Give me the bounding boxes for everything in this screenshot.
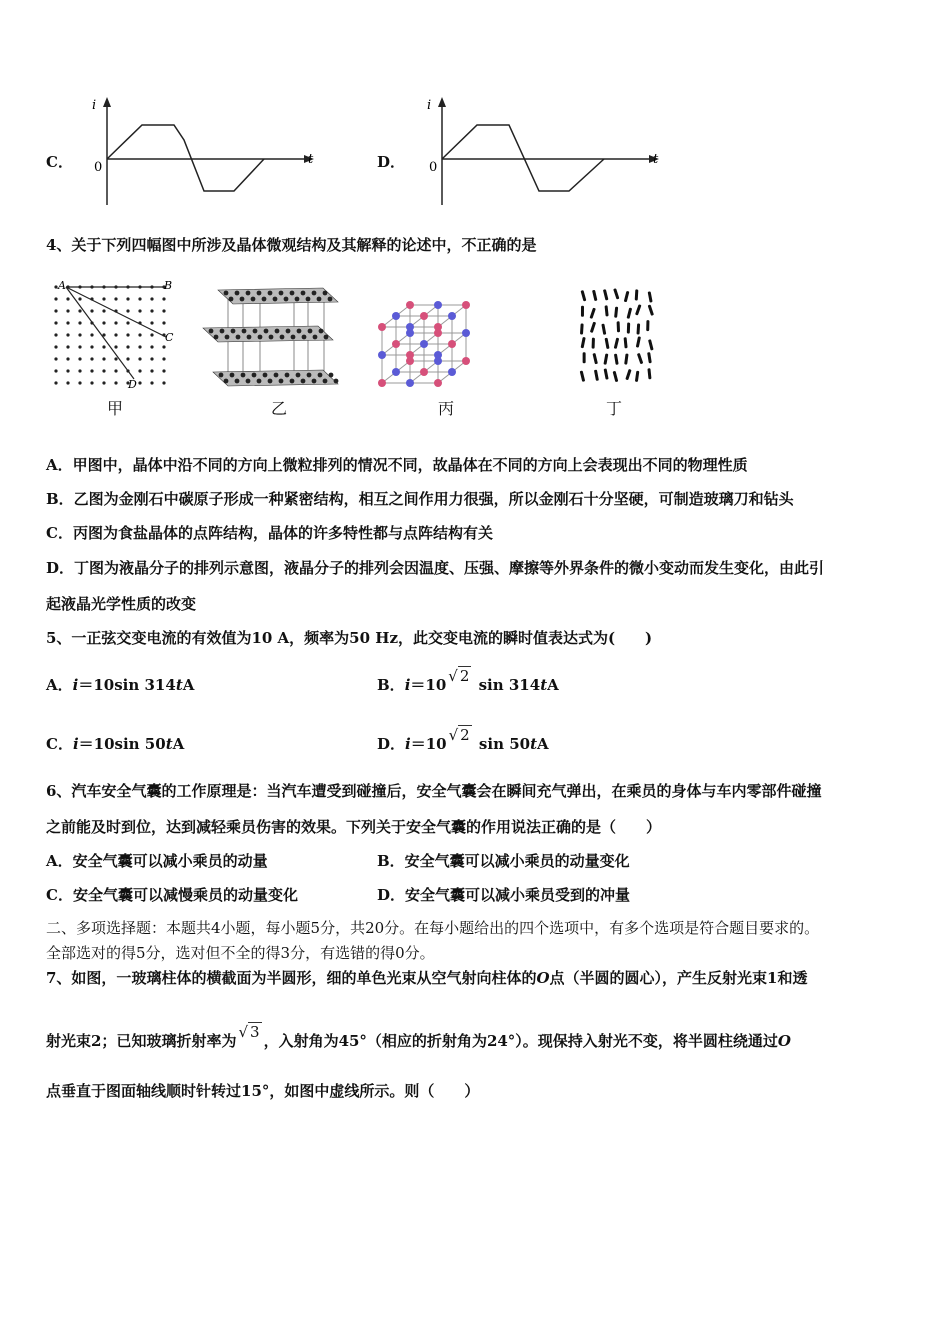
q4-figure-bing — [372, 275, 502, 390]
q4-figure-yi — [198, 280, 343, 392]
q3-option-d-label: D． — [377, 153, 406, 171]
q4-stem: 4、关于下列四幅图中所涉及晶体微观结构及其解释的论述中，不正确的是 — [46, 236, 537, 254]
q3-graph-c — [92, 95, 322, 207]
q3-c-axis-t: t — [308, 152, 314, 167]
q4-jia-label-d: D — [128, 378, 137, 390]
q5-option-a: A．i＝10sin 314tA — [46, 676, 195, 694]
q7-line2: 射光束2；已知玻璃折射率为 √ 3 ，入射角为45°（相应的折射角为24°）。现保持入射光不变，将半圆柱绕通过O — [46, 1023, 791, 1050]
q3-d-axis-i: i — [427, 98, 432, 113]
q6-option-b: B．安全气囊可以减小乘员的动量变化 — [377, 852, 630, 870]
q3-d-waveform — [442, 125, 604, 191]
q4-figure-ding — [570, 282, 665, 387]
q4-option-d-cont: 起液晶光学性质的改变 — [46, 595, 197, 613]
q6-stem-line1: 6、汽车安全气囊的工作原理是：当汽车遭受到碰撞后，安全气囊会在瞬间充气弹出，在乘员的身体与车内零部件碰撞 — [46, 782, 822, 800]
q3-c-origin: 0 — [94, 160, 103, 175]
q4-option-a: A．甲图中，晶体中沿不同的方向上微粒排列的情况不同，故晶体在不同的方向上会表现出不同的物理性质 — [46, 456, 748, 474]
q4-jia-label-c: C — [165, 331, 174, 344]
q3-c-waveform — [107, 125, 264, 191]
q4-figure-jia — [48, 275, 183, 390]
q3-option-c-label: C． — [46, 153, 73, 171]
q7-line1: 7、如图，一玻璃柱体的横截面为半圆形，细的单色光束从空气射向柱体的O点（半圆的圆心），产生反射光束1和透 — [46, 969, 808, 987]
q7-line3: 点垂直于图面轴线顺时针转过15°，如图中虚线所示。则（ ） — [46, 1082, 480, 1100]
q6-stem-line2: 之前能及时到位，达到减轻乘员伤害的效果。下列关于安全气囊的作用说法正确的是（ ） — [46, 818, 662, 836]
q5-stem: 5、一正弦交变电流的有效值为10 A，频率为50 Hz，此交变电流的瞬时值表达式为( ) — [46, 629, 653, 647]
q5-option-b: B．i＝10 √ 2 sin 314tA — [377, 667, 559, 694]
q4-option-b: B．乙图为金刚石中碳原子形成一种紧密结构，相互之间作用力很强，所以金刚石十分坚硬，可制造玻璃刀和钻头 — [46, 490, 794, 508]
q3-d-axis-t: t — [653, 152, 659, 167]
q4-caption-jia: 甲 — [107, 399, 124, 418]
q4-jia-label-b: B — [164, 279, 173, 292]
q6-option-a: A．安全气囊可以减小乘员的动量 — [46, 852, 268, 870]
q4-jia-label-a: A — [58, 279, 66, 292]
q3-c-axis-i: i — [92, 98, 97, 113]
q6-option-d: D．安全气囊可以减小乘员受到的冲量 — [377, 886, 631, 904]
q4-option-d: D．丁图为液晶分子的排列示意图，液晶分子的排列会因温度、压强、摩擦等外界条件的微小变动而发生变化，由此引 — [46, 559, 825, 577]
q4-caption-bing: 丙 — [438, 399, 455, 418]
q4-caption-ding: 丁 — [606, 399, 623, 418]
section2-heading-line1: 二、多项选择题：本题共4小题，每小题5分，共20分。在每小题给出的四个选项中，有多个选项是符合题目要求的。 — [46, 919, 820, 937]
q4-option-c: C．丙图为食盐晶体的点阵结构，晶体的许多特性都与点阵结构有关 — [46, 524, 493, 542]
q3-d-origin: 0 — [429, 160, 438, 175]
q5-option-c: C．i＝10sin 50tA — [46, 735, 185, 753]
q4-caption-yi: 乙 — [271, 399, 288, 418]
q3-graph-d — [427, 95, 667, 207]
q5-option-d: D．i＝10 √ 2 sin 50tA — [377, 726, 549, 753]
q6-option-c: C．安全气囊可以减慢乘员的动量变化 — [46, 886, 298, 904]
section2-heading-line2: 全部选对的得5分，选对但不全的得3分，有选错的得0分。 — [46, 944, 435, 962]
